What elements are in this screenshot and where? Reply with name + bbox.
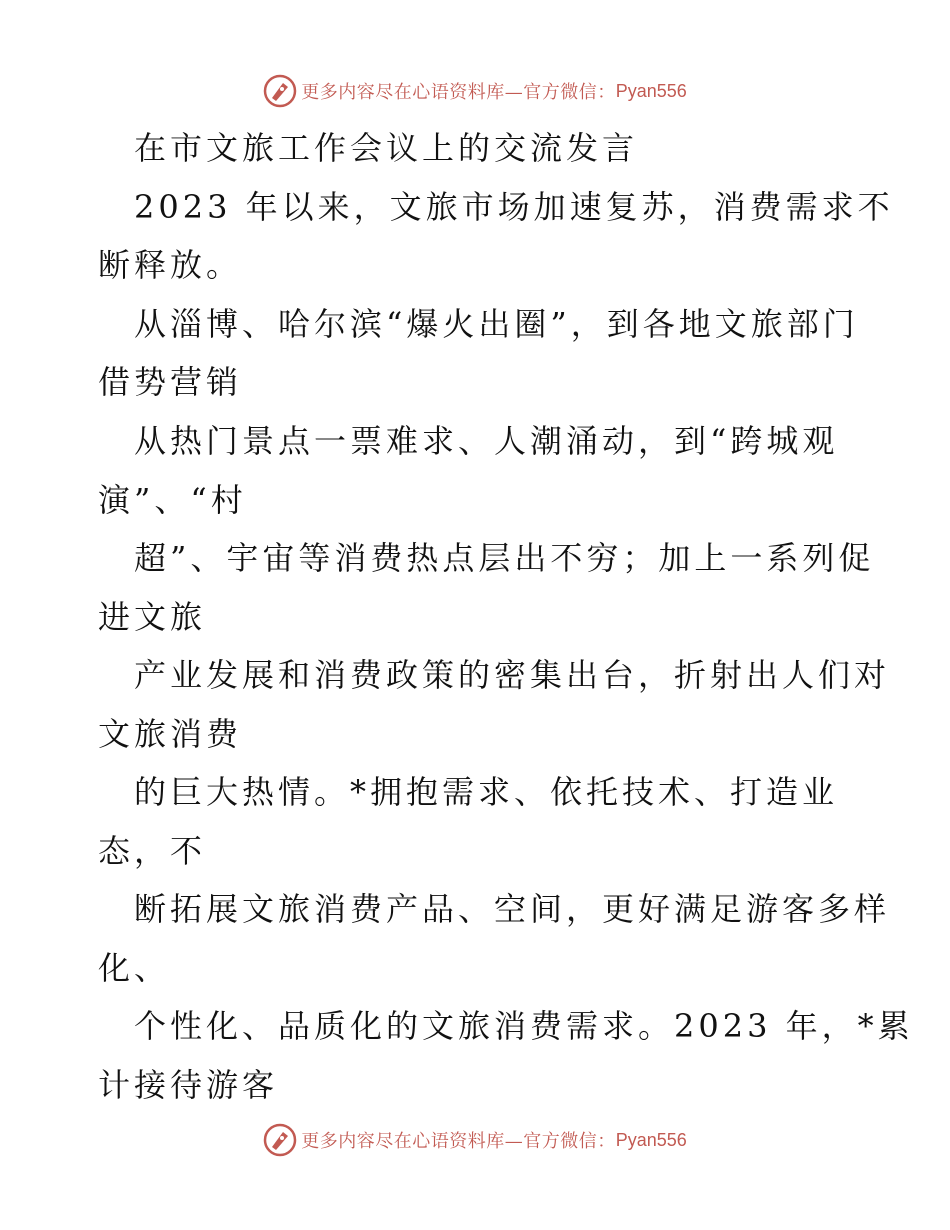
text-line: 从热门景点一票难求、人潮涌动，到“跨城观	[134, 422, 839, 460]
text-line: 态，不	[98, 832, 207, 870]
text-line: 2023 年以来，文旅市场加速复苏，消费需求不	[134, 188, 894, 226]
footer-watermark	[0, 1120, 950, 1160]
text-line: 进文旅	[98, 598, 207, 636]
text-line: 化、	[98, 949, 171, 987]
text-line: 文旅消费	[98, 715, 243, 753]
text-line: 产业发展和消费政策的密集出台，折射出人们对	[134, 656, 891, 694]
text-line: 计接待游客	[98, 1066, 279, 1104]
wechat-id: Pyan556	[615, 80, 687, 101]
pen-nib-circle-icon	[263, 1123, 297, 1157]
text-line: 断释放。	[98, 246, 243, 284]
text-line: 借势营销	[98, 363, 243, 401]
text-line: 从淄博、哈尔滨“爆火出圈”，到各地文旅部门	[134, 305, 859, 343]
wechat-id: Pyan556	[615, 1129, 687, 1150]
header-watermark	[0, 71, 950, 111]
document-title: 在市文旅工作会议上的交流发言	[134, 129, 639, 167]
text-line: 断拓展文旅消费产品、空间，更好满足游客多样	[134, 890, 891, 928]
pen-nib-circle-icon	[263, 74, 297, 108]
watermark-text: 更多内容尽在心语资料库—官方微信：	[301, 1131, 616, 1152]
text-line: 的巨大热情。*拥抱需求、依托技术、打造业	[134, 773, 839, 811]
text-line: 超”、宇宙等消费热点层出不穷；加上一系列促	[134, 539, 875, 577]
text-line: 个性化、品质化的文旅消费需求。2023 年，*累	[134, 1007, 914, 1045]
text-line: 演”、“村	[98, 481, 247, 519]
watermark-text: 更多内容尽在心语资料库—官方微信：	[301, 82, 616, 103]
